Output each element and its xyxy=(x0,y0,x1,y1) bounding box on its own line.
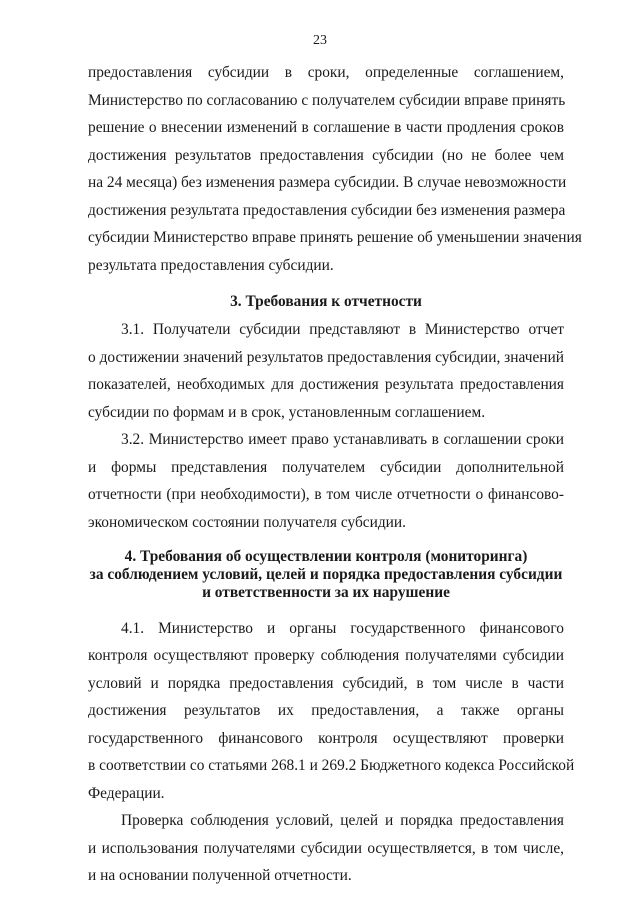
body-text-line: предоставления субсидии в сроки, определенные соглашением, xyxy=(88,64,564,81)
body-text-line: субсидии по формам и в срок, установленным соглашением. xyxy=(88,404,486,421)
body-text-line: решение о внесении изменений в соглашение в части продления сроков xyxy=(88,119,564,136)
body-text-line: отчетности (при необходимости), в том числе отчетности о финансово- xyxy=(88,486,564,503)
body-text-line: о достижении значений результатов предоставления субсидии, значений xyxy=(88,349,564,366)
body-text-line: субсидии Министерство вправе принять решение об уменьшении значения xyxy=(88,229,582,246)
body-text-line: и на основании полученной отчетности. xyxy=(88,867,352,884)
body-text-line: Федерации. xyxy=(88,785,165,802)
body-text-line: Проверка соблюдения условий, целей и порядка предоставления xyxy=(121,812,564,829)
section-heading-line: 4. Требования об осуществлении контроля (мониторинга) xyxy=(124,548,528,565)
body-text-line: 3.2. Министерство имеет право устанавливать в соглашении сроки xyxy=(121,431,564,448)
section-heading-line: и ответственности за их нарушение xyxy=(202,584,450,601)
body-text-line: и формы представления получателем субсидии дополнительной xyxy=(88,459,564,476)
section-heading-line: 3. Требования к отчетности xyxy=(230,293,422,310)
body-text-line: Министерство по согласованию с получателем субсидии вправе принять xyxy=(88,92,566,109)
body-text-line: достижения результатов предоставления субсидии (но не более чем xyxy=(88,147,564,164)
page-number: 23 xyxy=(313,33,327,48)
body-text-line: в соответствии со статьями 268.1 и 269.2 Бюджетного кодекса Российской xyxy=(88,757,575,774)
body-text-line: результата предоставления субсидии. xyxy=(88,257,334,274)
body-text-line: контроля осуществляют проверку соблюдения получателями субсидии xyxy=(88,647,564,664)
body-text-line: на 24 месяца) без изменения размера субсидии. В случае невозможности xyxy=(88,174,567,191)
body-text-line: условий и порядка предоставления субсидий, в том числе в части xyxy=(88,675,564,692)
body-text-line: 3.1. Получатели субсидии представляют в Министерство отчет xyxy=(121,321,564,338)
body-text-line: и использования получателями субсидии осуществляется, в том числе, xyxy=(88,840,564,857)
section-heading-line: за соблюдением условий, целей и порядка предоставления субсидии xyxy=(89,566,563,583)
body-text-line: государственного финансового контроля осуществляют проверки xyxy=(88,730,564,747)
body-text-line: достижения результата предоставления субсидии без изменения размера xyxy=(88,202,566,219)
body-text-line: достижения результатов их предоставления, а также органы xyxy=(88,702,564,719)
body-text-line: показателей, необходимых для достижения результата предоставления xyxy=(88,376,564,393)
body-text-line: 4.1. Министерство и органы государственного финансового xyxy=(121,620,564,637)
body-text-line: экономическом состоянии получателя субсидии. xyxy=(88,514,406,531)
